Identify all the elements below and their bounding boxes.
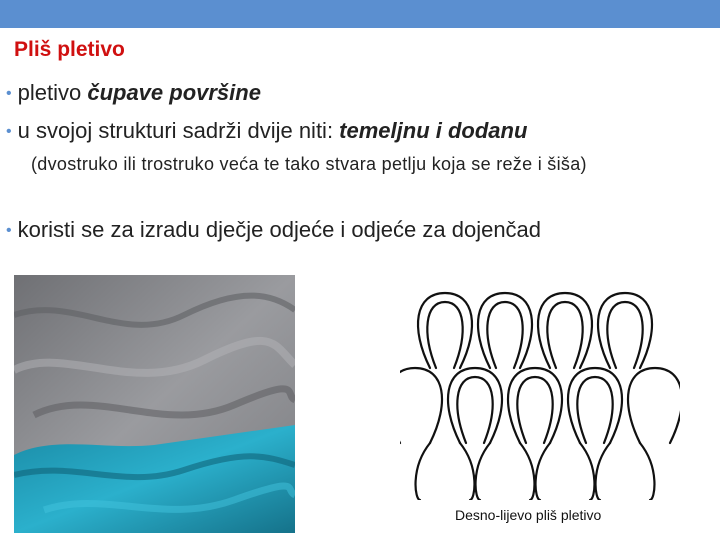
- bullet-3-text: koristi se za izradu dječje odjeće i odjeće za dojenčad: [17, 217, 542, 242]
- bullet-2-emphasis: temeljnu i dodanu: [339, 118, 528, 143]
- bullet-2: [6, 118, 527, 144]
- diagram-caption: Desno-lijevo pliš pletivo: [455, 507, 602, 523]
- bullet-1: [6, 80, 261, 106]
- bullet-dot-icon: •: [6, 85, 12, 102]
- knit-loop-diagram: [400, 268, 680, 500]
- bullet-2-subtext: (dvostruko ili trostruko veća te tako stvara petlju koja se reže i šiša): [31, 154, 587, 174]
- bullet-2-text: u svojoj strukturi sadrži dvije niti:: [17, 118, 340, 143]
- slide-title: Pliš pletivo: [14, 38, 125, 61]
- bullet-3: [6, 217, 541, 243]
- bullet-dot-icon: •: [6, 123, 12, 140]
- bullet-dot-icon: •: [6, 222, 12, 239]
- plush-fabric-photo: [14, 275, 295, 533]
- bullet-1-text: pletivo: [17, 80, 88, 105]
- top-accent-bar: [0, 0, 720, 28]
- bullet-1-emphasis: čupave površine: [87, 80, 261, 105]
